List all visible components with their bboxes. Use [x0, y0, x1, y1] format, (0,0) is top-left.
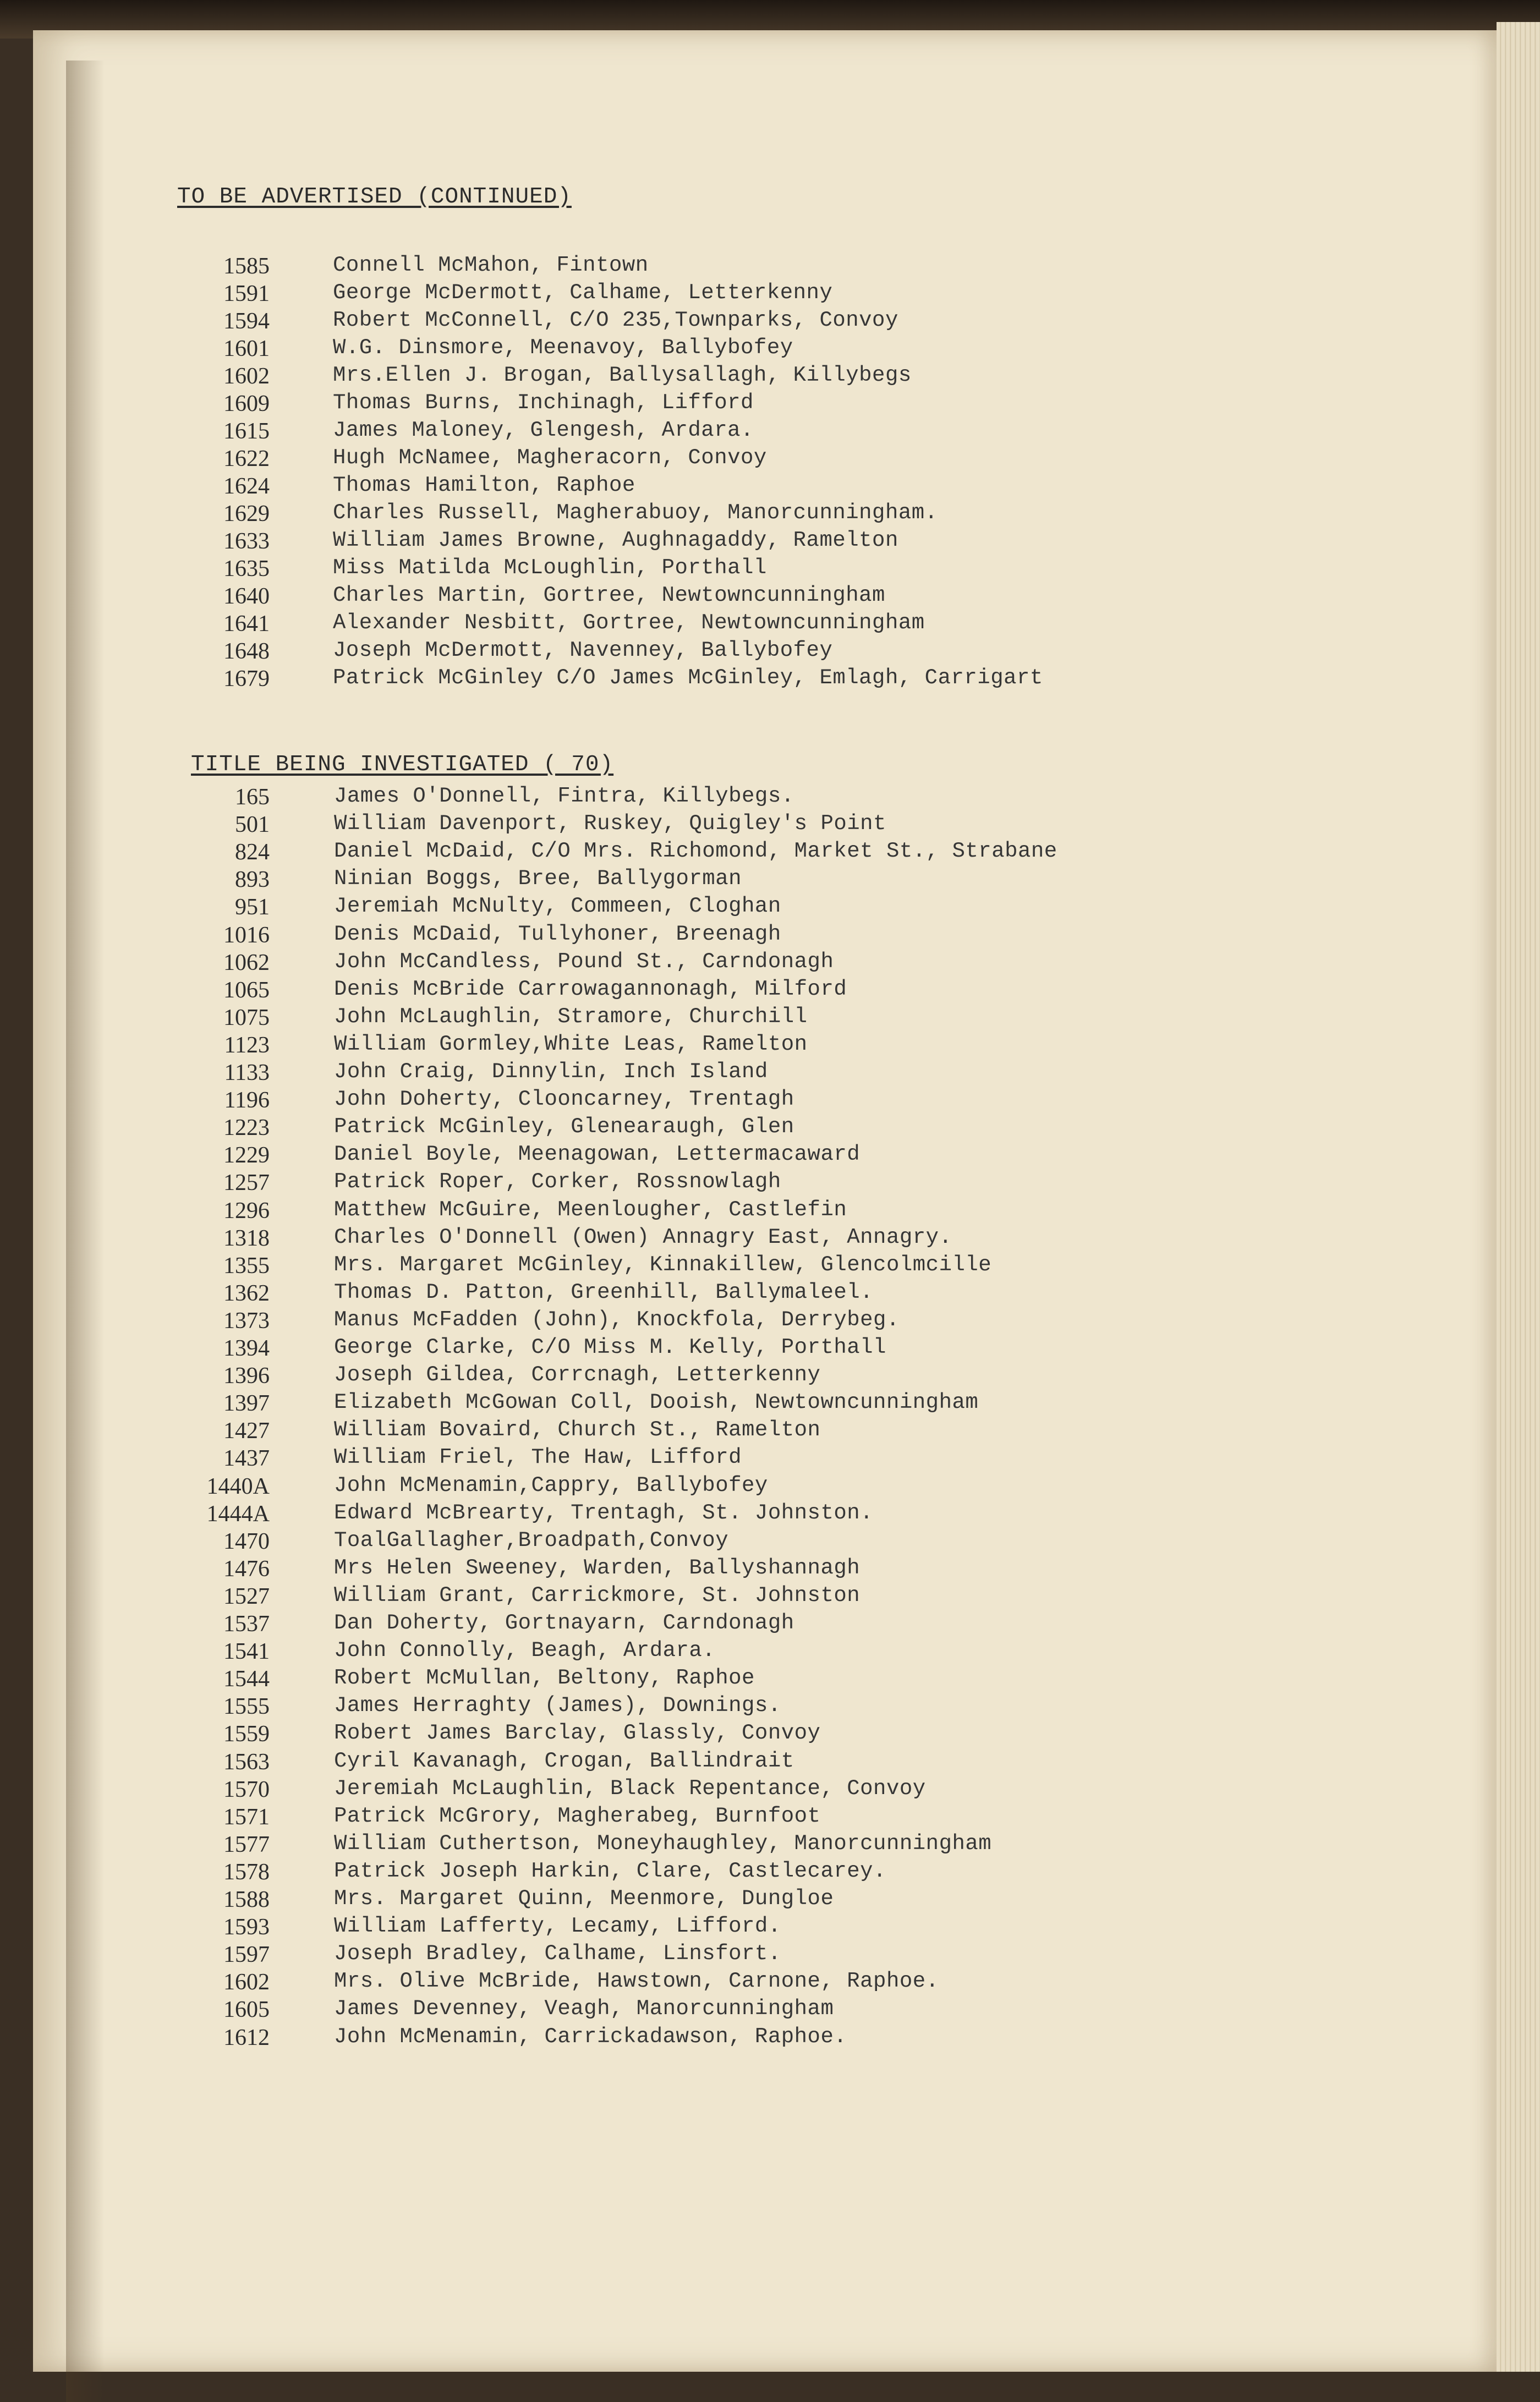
record-number: 1541	[223, 1639, 270, 1665]
record-entry: William Bovaird, Church St., Ramelton	[334, 1418, 821, 1443]
record-number: 1527	[223, 1583, 270, 1609]
spine-shadow	[66, 61, 105, 2402]
record-number: 1563	[223, 1749, 270, 1775]
record-number: 1571	[223, 1804, 270, 1830]
record-number: 1602	[223, 364, 270, 389]
record-entry: Daniel McDaid, C/O Mrs. Richomond, Market St., Strabane	[334, 839, 1057, 864]
record-entry: John Craig, Dinnylin, Inch Island	[334, 1060, 768, 1084]
record-entry: ToalGallagher,Broadpath,Convoy	[334, 1528, 729, 1553]
record-number: 1397	[223, 1391, 270, 1417]
record-entry: Jeremiah McNulty, Commeen, Cloghan	[334, 894, 781, 919]
record-number: 1612	[223, 2025, 270, 2050]
record-entry: Mrs. Margaret Quinn, Meenmore, Dungloe	[334, 1886, 834, 1911]
record-entry: Mrs. Margaret McGinley, Kinnakillew, Glencolmcille	[334, 1252, 992, 1277]
record-entry: James Maloney, Glengesh, Ardara.	[333, 418, 754, 442]
record-entry: John McLaughlin, Stramore, Churchill	[334, 1004, 808, 1029]
record-entry: Hugh McNamee, Magheracorn, Convoy	[333, 446, 767, 470]
record-entry: Mrs. Olive McBride, Hawstown, Carnone, Raphoe.	[334, 1969, 939, 1994]
record-entry: John Connolly, Beagh, Ardara.	[334, 1638, 716, 1663]
record-number: 1622	[223, 446, 270, 471]
record-number: 1470	[223, 1528, 270, 1554]
record-entry: Patrick McGinley C/O James McGinley, Emlagh, Carrigart	[333, 666, 1043, 690]
record-entry: James O'Donnell, Fintra, Killybegs.	[334, 784, 794, 808]
register-page	[33, 30, 1497, 2372]
record-number: 1585	[223, 254, 270, 279]
record-number: 1570	[223, 1776, 270, 1802]
record-number: 1577	[223, 1831, 270, 1857]
record-number: 1537	[223, 1611, 270, 1637]
record-number: 1648	[223, 639, 270, 664]
record-entry: William Davenport, Ruskey, Quigley's Point	[334, 811, 886, 836]
record-entry: Denis McBride Carrowagannonagh, Milford	[334, 977, 847, 1001]
heading-to-be-advertised: TO BE ADVERTISED (CONTINUED)	[177, 184, 572, 210]
record-entry: Patrick McGrory, Magherabeg, Burnfoot	[334, 1803, 821, 1828]
record-number: 1597	[223, 1942, 270, 1968]
record-entry: Robert James Barclay, Glassly, Convoy	[334, 1721, 821, 1746]
record-number: 1578	[223, 1859, 270, 1885]
record-entry: Edward McBrearty, Trentagh, St. Johnston.	[334, 1500, 874, 1525]
record-entry: Joseph Gildea, Corrcnagh, Letterkenny	[334, 1363, 821, 1388]
record-number: 1373	[223, 1308, 270, 1334]
record-entry: William James Browne, Aughnagaddy, Ramelton	[333, 528, 898, 552]
record-entry: John McCandless, Pound St., Carndonagh	[334, 949, 834, 974]
record-number: 1223	[223, 1115, 270, 1141]
record-number: 1633	[223, 529, 270, 554]
record-entry: Jeremiah McLaughlin, Black Repentance, Convoy	[334, 1776, 926, 1801]
record-number: 1296	[223, 1198, 270, 1224]
record-number: 1624	[223, 474, 270, 499]
record-number: 1444A	[206, 1501, 270, 1527]
record-number: 1605	[223, 1997, 270, 2023]
record-number: 1133	[224, 1060, 270, 1085]
record-number: 1123	[224, 1032, 270, 1058]
record-number: 1196	[224, 1088, 270, 1114]
record-entry: Joseph McDermott, Navenney, Ballybofey	[333, 638, 833, 662]
record-number: 1440A	[206, 1473, 270, 1499]
record-entry: William Lafferty, Lecamy, Lifford.	[334, 1914, 781, 1939]
record-entry: Charles O'Donnell (Owen) Annagry East, Annagry.	[334, 1225, 952, 1249]
record-number: 1615	[223, 419, 270, 444]
record-entry: Charles Martin, Gortree, Newtowncunningham	[333, 583, 885, 607]
record-number: 1601	[223, 336, 270, 361]
record-number: 1476	[223, 1556, 270, 1582]
record-number: 165	[235, 785, 270, 810]
record-number: 1229	[223, 1143, 270, 1169]
record-entry: William Cuthertson, Moneyhaughley, Manorcunningham	[334, 1831, 992, 1856]
record-entry: James Devenney, Veagh, Manorcunningham	[334, 1997, 834, 2021]
record-number: 1588	[223, 1887, 270, 1912]
record-entry: Thomas Burns, Inchinagh, Lifford	[333, 391, 754, 415]
record-entry: Daniel Boyle, Meenagowan, Lettermacaward	[334, 1142, 861, 1167]
record-number: 1544	[223, 1666, 270, 1692]
record-entry: Patrick Roper, Corker, Rossnowlagh	[334, 1170, 781, 1194]
record-entry: Joseph Bradley, Calhame, Linsfort.	[334, 1942, 781, 1966]
record-entry: Alexander Nesbitt, Gortree, Newtowncunningham	[333, 611, 925, 635]
record-number: 501	[235, 812, 270, 838]
record-entry: Mrs.Ellen J. Brogan, Ballysallagh, Killybegs	[333, 363, 912, 387]
record-entry: Thomas D. Patton, Greenhill, Ballymaleel.	[334, 1280, 874, 1304]
record-number: 1394	[223, 1336, 270, 1361]
record-number: 1609	[223, 391, 270, 416]
record-entry: Patrick McGinley, Glenearaugh, Glen	[334, 1115, 794, 1139]
record-entry: Robert McMullan, Beltony, Raphoe	[334, 1666, 755, 1691]
record-entry: George McDermott, Calhame, Letterkenny	[333, 281, 833, 305]
record-number: 1362	[223, 1280, 270, 1306]
record-entry: William Grant, Carrickmore, St. Johnston	[334, 1583, 861, 1608]
record-number: 1559	[223, 1721, 270, 1747]
record-entry: Mrs Helen Sweeney, Warden, Ballyshannagh	[334, 1555, 861, 1580]
record-entry: Ninian Boggs, Bree, Ballygorman	[334, 867, 742, 891]
record-entry: Cyril Kavanagh, Crogan, Ballindrait	[334, 1748, 794, 1773]
record-entry: William Gormley,White Leas, Ramelton	[334, 1032, 808, 1056]
record-entry: Elizabeth McGowan Coll, Dooish, Newtowncunningham	[334, 1390, 979, 1415]
record-number: 1437	[223, 1446, 270, 1472]
record-entry: Robert McConnell, C/O 235,Townparks, Convoy	[333, 308, 898, 332]
record-number: 1075	[223, 1005, 270, 1030]
record-number: 951	[235, 895, 270, 920]
record-number: 1591	[223, 281, 270, 306]
record-number: 1016	[223, 922, 270, 948]
record-number: 824	[235, 840, 270, 865]
record-number: 1355	[223, 1253, 270, 1279]
record-entry: John McMenamin, Carrickadawson, Raphoe.	[334, 2024, 847, 2049]
record-entry: Miss Matilda McLoughlin, Porthall	[333, 556, 767, 580]
record-entry: Denis McDaid, Tullyhoner, Breenagh	[334, 922, 781, 946]
record-entry: Patrick Joseph Harkin, Clare, Castlecarey.	[334, 1858, 886, 1883]
record-entry: John Doherty, Clooncarney, Trentagh	[334, 1087, 794, 1112]
record-entry: James Herraghty (James), Downings.	[334, 1693, 781, 1718]
record-number: 1635	[223, 556, 270, 582]
record-number: 1640	[223, 584, 270, 609]
record-number: 1427	[223, 1418, 270, 1444]
record-entry: Manus McFadden (John), Knockfola, Derrybeg.	[334, 1307, 900, 1332]
record-number: 1629	[223, 501, 270, 527]
record-number: 1593	[223, 1915, 270, 1940]
record-entry: John McMenamin,Cappry, Ballybofey	[334, 1473, 768, 1498]
record-entry: Thomas Hamilton, Raphoe	[333, 473, 635, 497]
record-number: 1065	[223, 977, 270, 1003]
record-number: 1602	[223, 1970, 270, 1995]
record-number: 1679	[223, 666, 270, 692]
record-number: 1594	[223, 309, 270, 334]
heading-title-being-investigated: TITLE BEING INVESTIGATED ( 70)	[191, 752, 614, 777]
record-entry: Matthew McGuire, Meenlougher, Castlefin	[334, 1197, 847, 1222]
record-number: 893	[235, 867, 270, 893]
record-entry: Connell McMahon, Fintown	[333, 253, 649, 277]
record-number: 1641	[223, 611, 270, 637]
record-number: 1318	[223, 1225, 270, 1251]
page-fore-edge	[1497, 22, 1540, 2372]
record-entry: W.G. Dinsmore, Meenavoy, Ballybofey	[333, 336, 793, 360]
record-entry: Charles Russell, Magherabuoy, Manorcunningham.	[333, 501, 938, 525]
record-number: 1062	[223, 950, 270, 975]
record-number: 1555	[223, 1694, 270, 1720]
record-entry: Dan Doherty, Gortnayarn, Carndonagh	[334, 1611, 794, 1635]
record-number: 1257	[223, 1170, 270, 1196]
record-entry: William Friel, The Haw, Lifford	[334, 1445, 742, 1470]
record-entry: George Clarke, C/O Miss M. Kelly, Porthall	[334, 1335, 886, 1359]
record-number: 1396	[223, 1363, 270, 1389]
